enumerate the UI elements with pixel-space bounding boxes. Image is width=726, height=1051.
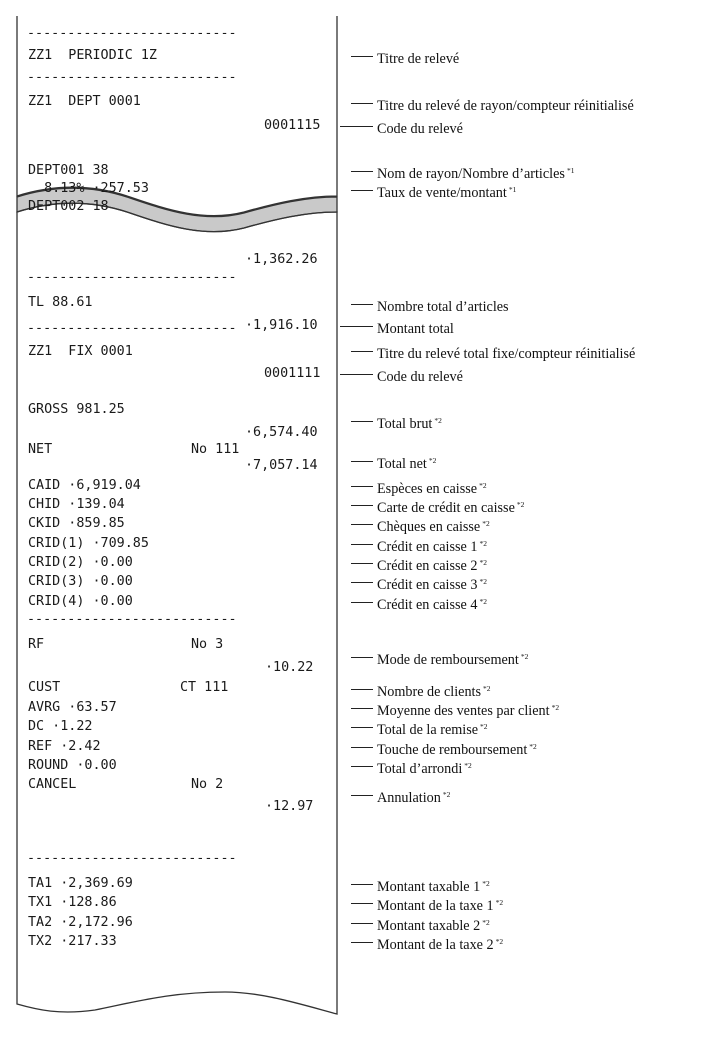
annotation-label: Nombre total d’articles bbox=[377, 299, 509, 315]
refund-label: RF bbox=[28, 637, 45, 652]
annotation-label: Moyenne des ventes par client $^{*2}$ bbox=[377, 703, 560, 719]
leader-line bbox=[351, 766, 373, 767]
leader-line bbox=[351, 171, 373, 172]
leader-line bbox=[340, 126, 373, 127]
annotation-label: Titre du relevé de rayon/compteur réinitialisé bbox=[377, 98, 634, 114]
annotation-label: Titre du relevé total fixe/compteur réinitialisé bbox=[377, 346, 636, 362]
annotation-label: Total net $^{*2}$ bbox=[377, 456, 437, 472]
leader-line bbox=[351, 486, 373, 487]
discount-line: DC ·1.22 bbox=[28, 719, 93, 734]
leader-line bbox=[351, 103, 373, 104]
average-line: AVRG ·63.57 bbox=[28, 700, 117, 715]
tax-line: TX2 ·217.33 bbox=[28, 934, 117, 949]
leader-line bbox=[351, 708, 373, 709]
dept-line: DEPT002 18 bbox=[28, 199, 109, 214]
leader-line bbox=[351, 942, 373, 943]
leader-line bbox=[340, 326, 373, 327]
annotation-label: Nombre de clients $^{*2}$ bbox=[377, 684, 491, 700]
leader-line bbox=[351, 884, 373, 885]
annotation-label: Titre de relevé bbox=[377, 51, 460, 67]
leader-line bbox=[351, 56, 373, 57]
annotation-label: Touche de remboursement $^{*2}$ bbox=[377, 742, 537, 758]
tax-line: TX1 ·128.86 bbox=[28, 895, 117, 910]
chid-line: CHID ·139.04 bbox=[28, 497, 125, 512]
separator-line: -------------------------- bbox=[27, 26, 237, 41]
leader-line bbox=[351, 582, 373, 583]
gross-amount: ·6,574.40 bbox=[245, 425, 318, 440]
leader-line bbox=[351, 727, 373, 728]
annotation-label: Mode de remboursement $^{*2}$ bbox=[377, 652, 529, 668]
annotation-label: Espèces en caisse $^{*2}$ bbox=[377, 481, 487, 497]
leader-line bbox=[351, 657, 373, 658]
rounding-line: ROUND ·0.00 bbox=[28, 758, 117, 773]
annotation-label: Crédit en caisse 4 $^{*2}$ bbox=[377, 597, 487, 613]
cancel-label: CANCEL bbox=[28, 777, 77, 792]
annotation-label: Total d’arrondi $^{*2}$ bbox=[377, 761, 472, 777]
leader-line bbox=[351, 190, 373, 191]
leader-line bbox=[340, 374, 373, 375]
cancel-amount: ·12.97 bbox=[265, 799, 314, 814]
net-count: No 111 bbox=[191, 442, 240, 457]
annotation-label: Taux de vente/montant $^{*1}$ bbox=[377, 185, 517, 201]
fix-report-title: ZZ1 FIX 0001 bbox=[28, 344, 133, 359]
leader-line bbox=[351, 304, 373, 305]
crid-line: CRID(2) ·0.00 bbox=[28, 555, 133, 570]
leader-line bbox=[351, 747, 373, 748]
annotation-label: Crédit en caisse 2 $^{*2}$ bbox=[377, 558, 487, 574]
annotation-label: Crédit en caisse 1 $^{*2}$ bbox=[377, 539, 487, 555]
leader-line bbox=[351, 505, 373, 506]
taxable-line: TA2 ·2,172.96 bbox=[28, 915, 133, 930]
annotation-label: Carte de crédit en caisse $^{*2}$ bbox=[377, 500, 525, 516]
refund-key-line: REF ·2.42 bbox=[28, 739, 101, 754]
leader-line bbox=[351, 903, 373, 904]
receipt-amount: ·1,362.26 bbox=[245, 252, 318, 267]
annotation-label: Annulation $^{*2}$ bbox=[377, 790, 451, 806]
annotation-label: Nom de rayon/Nombre d’articles $^{*1}$ bbox=[377, 166, 575, 182]
taxable-line: TA1 ·2,369.69 bbox=[28, 876, 133, 891]
net-amount: ·7,057.14 bbox=[245, 458, 318, 473]
annotation-label: Montant total bbox=[377, 321, 454, 337]
annotation-label: Chèques en caisse $^{*2}$ bbox=[377, 519, 490, 535]
leader-line bbox=[351, 461, 373, 462]
leader-line bbox=[351, 524, 373, 525]
net-label: NET bbox=[28, 442, 53, 457]
leader-line bbox=[351, 421, 373, 422]
gross-line: GROSS 981.25 bbox=[28, 402, 125, 417]
leader-line bbox=[351, 563, 373, 564]
customers-count: CT 111 bbox=[180, 680, 229, 695]
dept-line: DEPT001 38 bbox=[28, 163, 109, 178]
leader-line bbox=[351, 689, 373, 690]
annotation-label: Crédit en caisse 3 $^{*2}$ bbox=[377, 577, 487, 593]
report-title: ZZ1 PERIODIC 1Z bbox=[28, 48, 157, 63]
report-code: 0001115 bbox=[264, 118, 321, 133]
crid-line: CRID(1) ·709.85 bbox=[28, 536, 149, 551]
dept-report-title: ZZ1 DEPT 0001 bbox=[28, 94, 141, 109]
annotation-label: Code du relevé bbox=[377, 369, 463, 385]
customers-label: CUST bbox=[28, 680, 61, 695]
leader-line bbox=[351, 544, 373, 545]
total-items-line: TL 88.61 bbox=[28, 295, 93, 310]
separator-line: -------------------------- bbox=[27, 851, 237, 866]
leader-line bbox=[351, 602, 373, 603]
total-amount: ·1,916.10 bbox=[245, 318, 318, 333]
crid-line: CRID(3) ·0.00 bbox=[28, 574, 133, 589]
dept-rate-line: 8.13% ·257.53 bbox=[28, 181, 149, 196]
separator-line: -------------------------- bbox=[27, 612, 237, 627]
cancel-count: No 2 bbox=[191, 777, 224, 792]
crid-line: CRID(4) ·0.00 bbox=[28, 594, 133, 609]
leader-line bbox=[351, 795, 373, 796]
leader-line bbox=[351, 923, 373, 924]
refund-count: No 3 bbox=[191, 637, 224, 652]
report-code: 0001111 bbox=[264, 366, 321, 381]
separator-line: -------------------------- bbox=[27, 321, 237, 336]
caid-line: CAID ·6,919.04 bbox=[28, 478, 141, 493]
separator-line: -------------------------- bbox=[27, 270, 237, 285]
annotation-label: Code du relevé bbox=[377, 121, 463, 137]
annotation-label: Montant taxable 1 $^{*2}$ bbox=[377, 879, 490, 895]
ckid-line: CKID ·859.85 bbox=[28, 516, 125, 531]
annotation-label: Montant de la taxe 1 $^{*2}$ bbox=[377, 898, 504, 914]
annotation-label: Total de la remise $^{*2}$ bbox=[377, 722, 488, 738]
annotation-label: Montant taxable 2 $^{*2}$ bbox=[377, 918, 490, 934]
refund-amount: ·10.22 bbox=[265, 660, 314, 675]
annotation-label: Montant de la taxe 2 $^{*2}$ bbox=[377, 937, 504, 953]
leader-line bbox=[351, 351, 373, 352]
separator-line: -------------------------- bbox=[27, 70, 237, 85]
annotation-label: Total brut $^{*2}$ bbox=[377, 416, 442, 432]
